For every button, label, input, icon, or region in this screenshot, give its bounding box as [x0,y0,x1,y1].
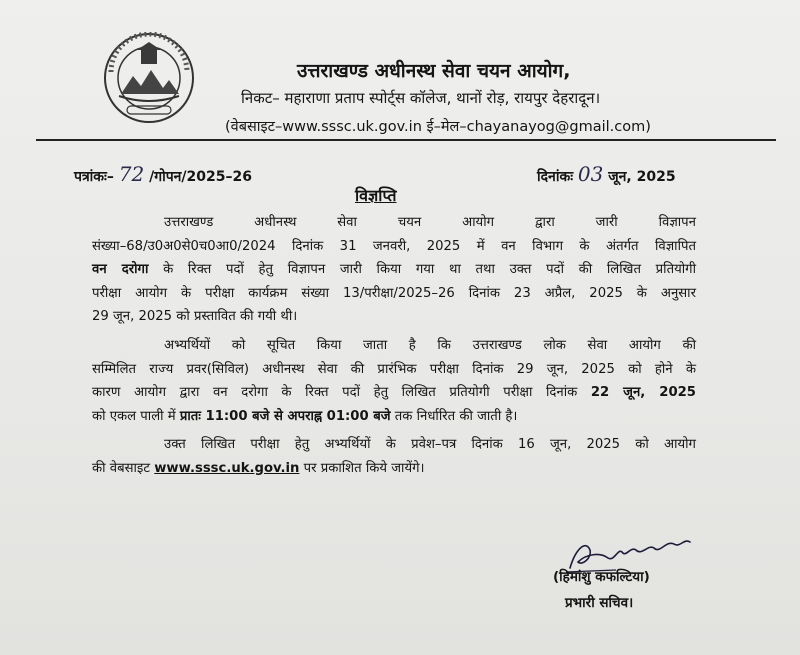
p2-line3 [92,381,696,405]
date-label: दिनांकः [537,169,574,185]
organization-contact: (वेबसाइट–www.sssc.uk.gov.in ई–मेल–chayanayog@gmail.com) [225,119,651,135]
paragraph-advertisement [92,211,696,329]
p1-line4: परीक्षा आयोग के परीक्षा कार्यक्रम संख्या 13/परीक्षा/2025–26 दिनांक 23 अप्रैल, 2025 के अनुसार [92,285,696,301]
notice-title: विज्ञप्ति [355,186,397,205]
p1-line2: संख्या–68/उ0अ0से0च0आ0/2024 दिनांक 31 जनवरी, 2025 में वन विभाग के अंतर्गत विज्ञापित [92,238,696,254]
p1-line3-rest: के रिक्त पदों हेतु विज्ञापन जारी किया गया था तथा उक्त पदों की लिखित प्रतियोगी [148,262,696,278]
reference-number [74,162,252,186]
p2-line2: सम्मिलित राज्य प्रवर(सिविल) अधीनस्थ सेवा की प्रारंभिक परीक्षा दिनांक 29 जून, 2025 को होने के [92,361,696,377]
p2-line4-text: को एकल पाली में [92,408,180,424]
paragraph-rescheduling [92,334,696,428]
notice-date [537,162,676,186]
p3-line1: उक्त लिखित परीक्षा हेतु अभ्यर्थियों के प्रवेश–पत्र दिनांक 16 जून, 2025 को आयोग [164,437,696,452]
p2-line3-text: कारण आयोग द्वारा वन दरोगा के रिक्त पदों हेतु लिखित प्रतियोगी परीक्षा दिनांक [92,385,591,401]
header-divider [36,139,776,141]
reference-label: पत्रांकः– [74,169,114,185]
website-link[interactable]: www.sssc.uk.gov.in [154,460,300,476]
p2-line4 [92,405,696,429]
p3-line2-rest: पर प्रकाशित किये जायेंगे। [299,460,425,476]
date-handwritten-day: 03 [577,162,604,186]
new-exam-date: 22 जून, 2025 [590,385,696,401]
exam-timing: प्रातः 11:00 बजे से अपराह्न 01:00 बजे [179,408,391,424]
p1-line3 [92,258,696,282]
organization-name: उत्तराखण्ड अधीनस्थ सेवा चयन आयोग, [297,60,571,82]
p3-line2-text: की वेबसाइट [92,460,155,476]
reference-handwritten-number: 72 [118,162,145,186]
p1-line1: उत्तराखण्ड अधीनस्थ सेवा चयन आयोग द्वारा जारी विज्ञापन [164,215,696,230]
p2-line1: अभ्यर्थियों को सूचित किया जाता है कि उत्तराखण्ड लोक सेवा आयोग की [164,338,696,353]
p2-line4-rest: तक निर्धारित की जाती है। [390,408,518,424]
signatory-title: प्रभारी सचिव। [565,595,634,611]
date-month-year: जून, 2025 [608,169,676,185]
post-name: वन दरोगा [92,262,149,278]
reference-suffix: /गोपन/2025–26 [149,169,252,185]
paragraph-admit-card [92,433,696,480]
p3-line2 [92,457,696,481]
organization-address: निकट– महाराणा प्रताप स्पोर्ट्स कॉलेज, थानों रोड़, रायपुर देहरादून। [241,89,601,107]
signatory-name: (हिमांशु कफल्टिया) [553,569,650,585]
p1-line5: 29 जून, 2025 को प्रस्तावित की गयी थी। [92,309,298,325]
commission-emblem-icon [103,32,195,124]
